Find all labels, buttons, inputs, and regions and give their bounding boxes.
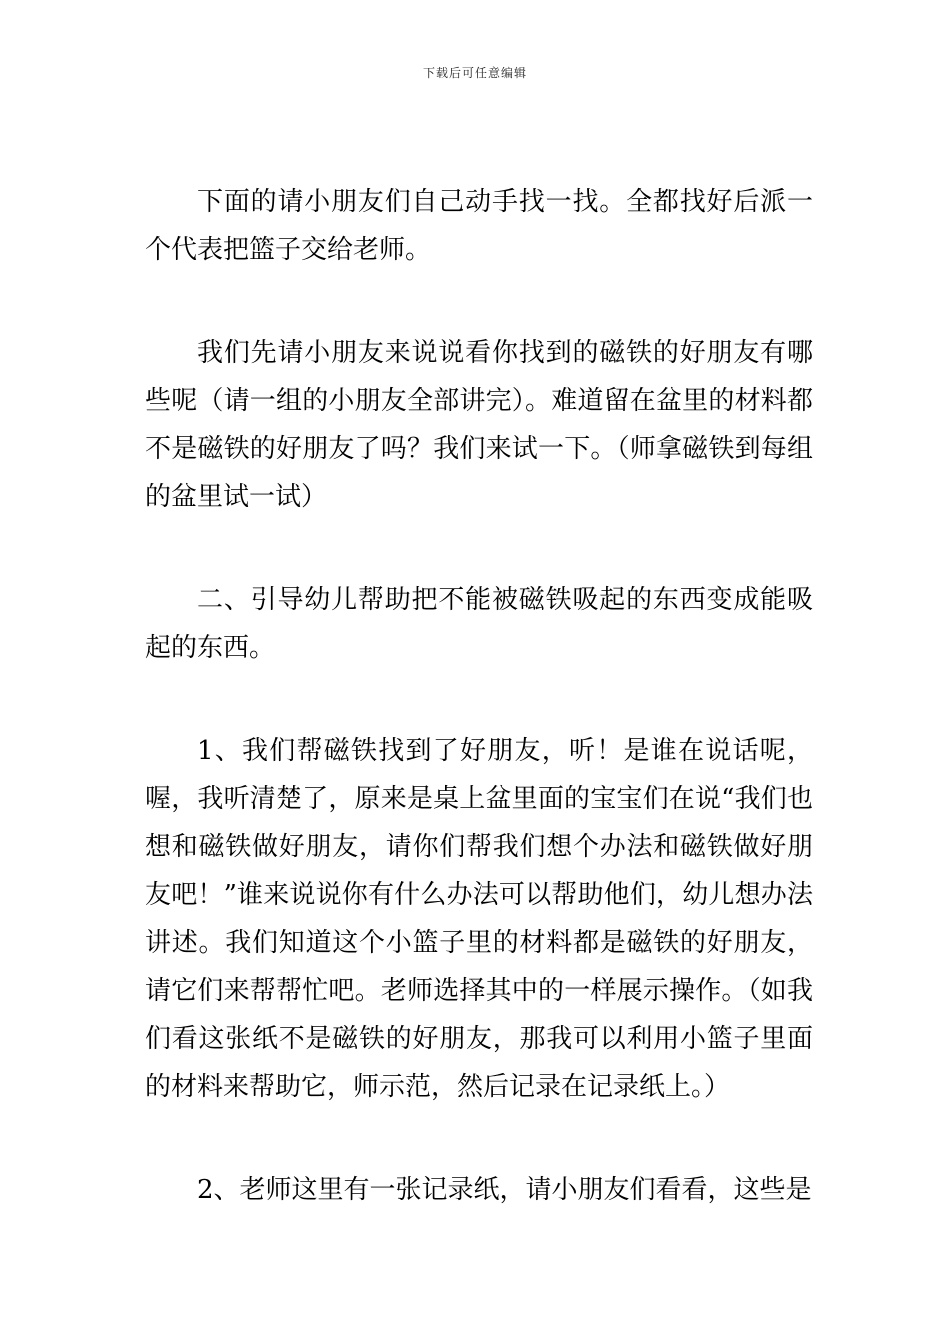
paragraph-5: 2、老师这里有一张记录纸，请小朋友们看看，这些是 bbox=[197, 1175, 812, 1205]
paragraph-2: 我们先请小朋友来说说看你找到的磁铁的好朋友有哪些呢（请一组的小朋友全部讲完）。难道留在盆里的材料都不是磁铁的好朋友了吗？我们来试一下。（师拿磁铁到每组的盆里试一试） bbox=[145, 338, 813, 512]
document-body bbox=[145, 178, 813, 1214]
paragraph-4: 1、我们帮磁铁找到了好朋友，听！是谁在说话呢，喔，我听清楚了，原来是桌上盆里面的宝宝们在说“我们也想和磁铁做好朋友，请你们帮我们想个办法和磁铁做好朋友吧！”谁来说说你有什么办法可以帮助他们，幼儿想办法讲述。我们知道这个小篮子里的材料都是磁铁的好朋友，请它们来帮帮忙吧。老师选择其中的一样展示操作。（如我们看这张纸不是磁铁的好朋友，那我可以利用小篮子里面的材料来帮助它，师示范，然后记录在记录纸上。） bbox=[145, 736, 813, 1102]
paragraph-3: 二、引导幼儿帮助把不能被磁铁吸起的东西变成能吸起的东西。 bbox=[145, 585, 813, 663]
page-header: 下载后可任意编辑 bbox=[422, 66, 527, 80]
paragraph-1: 下面的请小朋友们自己动手找一找。全都找好后派一个代表把篮子交给老师。 bbox=[145, 187, 813, 265]
